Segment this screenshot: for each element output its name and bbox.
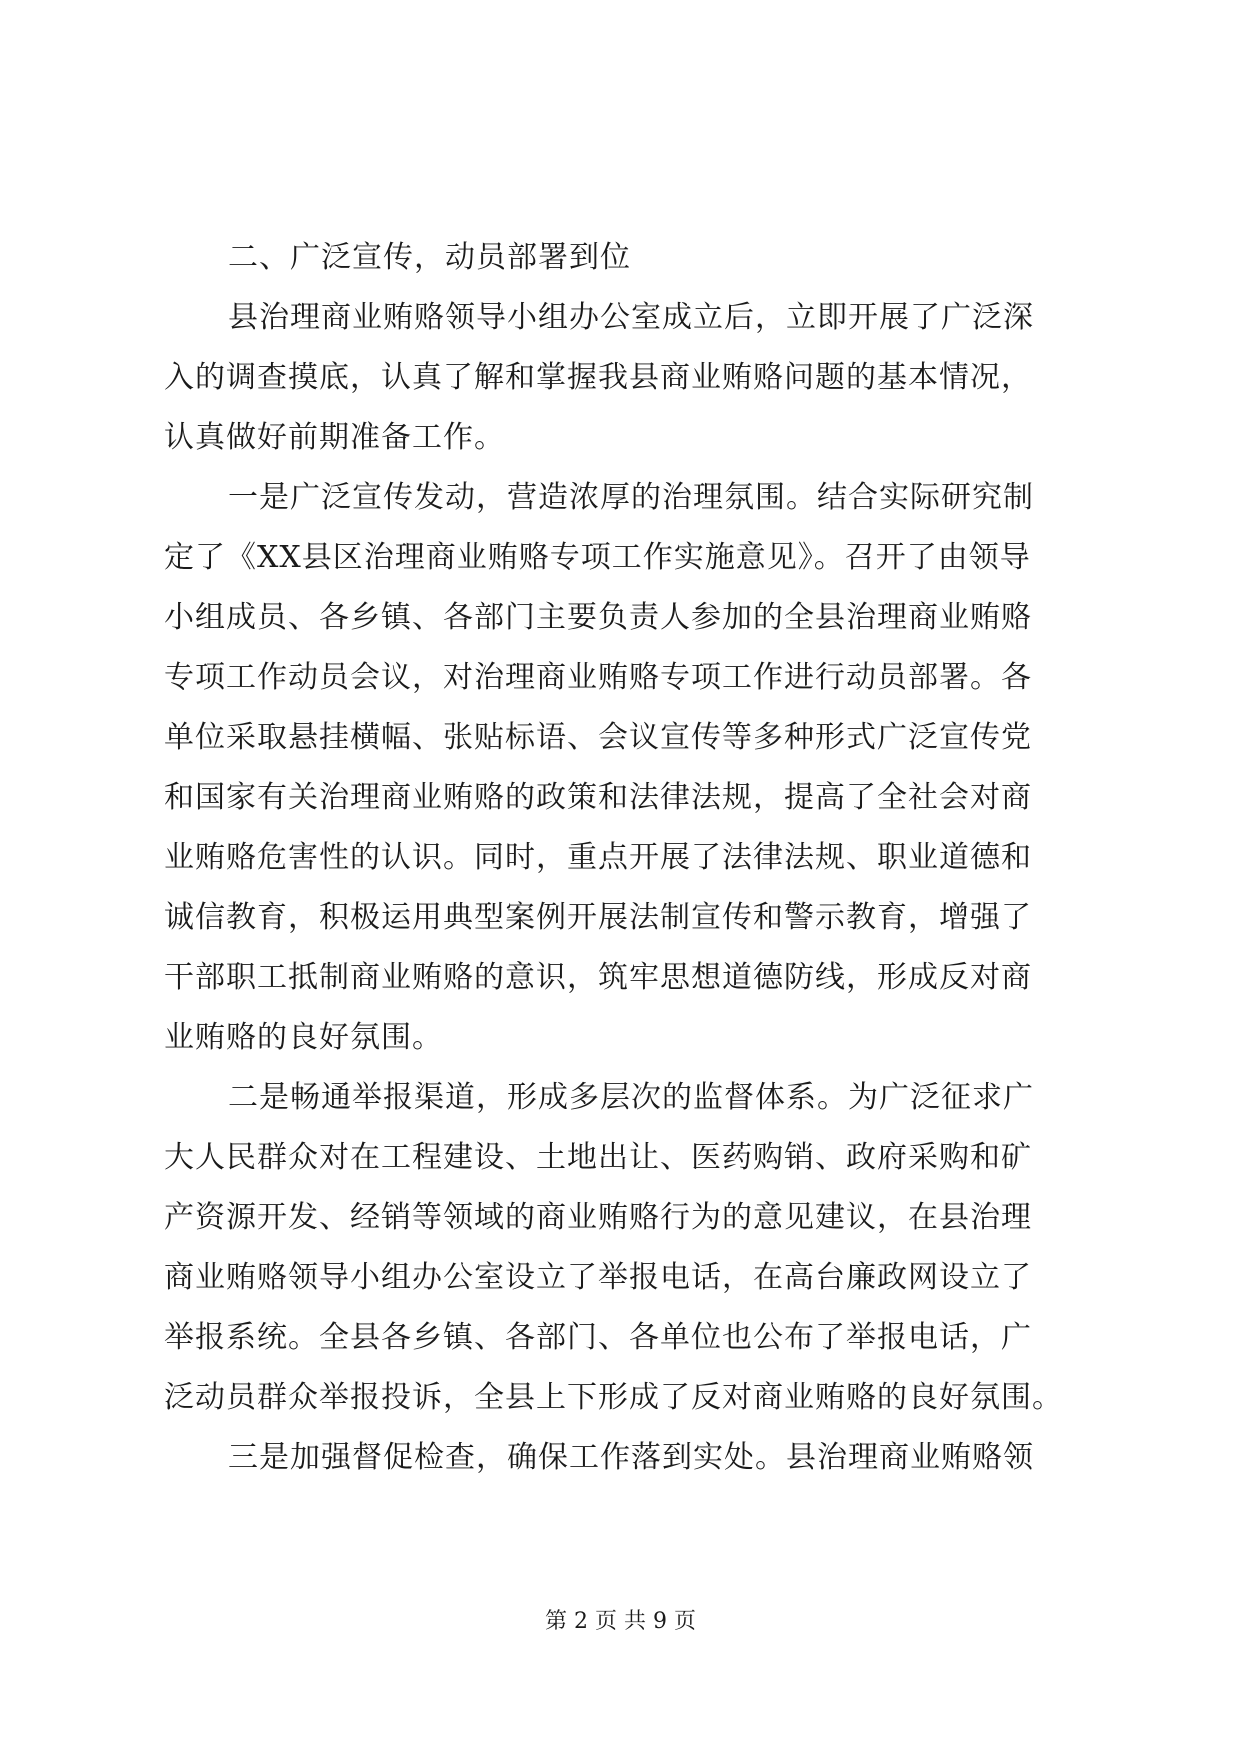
paragraph-line: 三是加强督促检查，确保工作落到实处。县治理商业贿赂领 bbox=[228, 1440, 1034, 1475]
paragraph-line: 和国家有关治理商业贿赂的政策和法律法规，提高了全社会对商 bbox=[164, 780, 1032, 815]
paragraph-4 bbox=[164, 1428, 1094, 1488]
paragraph-line: 二是畅通举报渠道，形成多层次的监督体系。为广泛征求广 bbox=[228, 1080, 1034, 1115]
paragraph-line: 泛动员群众举报投诉，全县上下形成了反对商业贿赂的良好氛围。 bbox=[164, 1380, 1063, 1415]
paragraph-3 bbox=[164, 1068, 1094, 1428]
paragraph-2 bbox=[164, 468, 1094, 1068]
paragraph-line: 业贿赂的良好氛围。 bbox=[164, 1020, 443, 1055]
paragraph-line: 大人民群众对在工程建设、土地出让、医药购销、政府采购和矿 bbox=[164, 1140, 1032, 1175]
paragraph-line: 商业贿赂领导小组办公室设立了举报电话，在高台廉政网设立了 bbox=[164, 1260, 1032, 1295]
paragraph-line: 产资源开发、经销等领域的商业贿赂行为的意见建议，在县治理 bbox=[164, 1200, 1032, 1235]
paragraph-line: 专项工作动员会议，对治理商业贿赂专项工作进行动员部署。各 bbox=[164, 660, 1032, 695]
paragraph-line: 一是广泛宣传发动，营造浓厚的治理氛围。结合实际研究制 bbox=[228, 480, 1034, 515]
paragraph-line: 定了《XX县区治理商业贿赂专项工作实施意见》。召开了由领导 bbox=[164, 540, 1031, 575]
paragraph-line: 业贿赂危害性的认识。同时，重点开展了法律法规、职业道德和 bbox=[164, 840, 1032, 875]
paragraph-line: 小组成员、各乡镇、各部门主要负责人参加的全县治理商业贿赂 bbox=[164, 600, 1032, 635]
paragraph-line: 入的调查摸底，认真了解和掌握我县商业贿赂问题的基本情况， bbox=[164, 360, 1032, 395]
paragraph-1 bbox=[164, 288, 1094, 468]
paragraph-line: 认真做好前期准备工作。 bbox=[164, 420, 505, 455]
document-body bbox=[164, 228, 1094, 1488]
section-heading: 二、广泛宣传，动员部署到位 bbox=[228, 240, 631, 275]
page-footer: 第 2 页 共 9 页 bbox=[545, 1609, 696, 1634]
paragraph-line: 举报系统。全县各乡镇、各部门、各单位也公布了举报电话，广 bbox=[164, 1320, 1032, 1355]
paragraph-line: 干部职工抵制商业贿赂的意识，筑牢思想道德防线，形成反对商 bbox=[164, 960, 1032, 995]
paragraph-line: 县治理商业贿赂领导小组办公室成立后，立即开展了广泛深 bbox=[228, 300, 1034, 335]
paragraph-line: 诚信教育，积极运用典型案例开展法制宣传和警示教育，增强了 bbox=[164, 900, 1032, 935]
paragraph-line: 单位采取悬挂横幅、张贴标语、会议宣传等多种形式广泛宣传党 bbox=[164, 720, 1032, 755]
